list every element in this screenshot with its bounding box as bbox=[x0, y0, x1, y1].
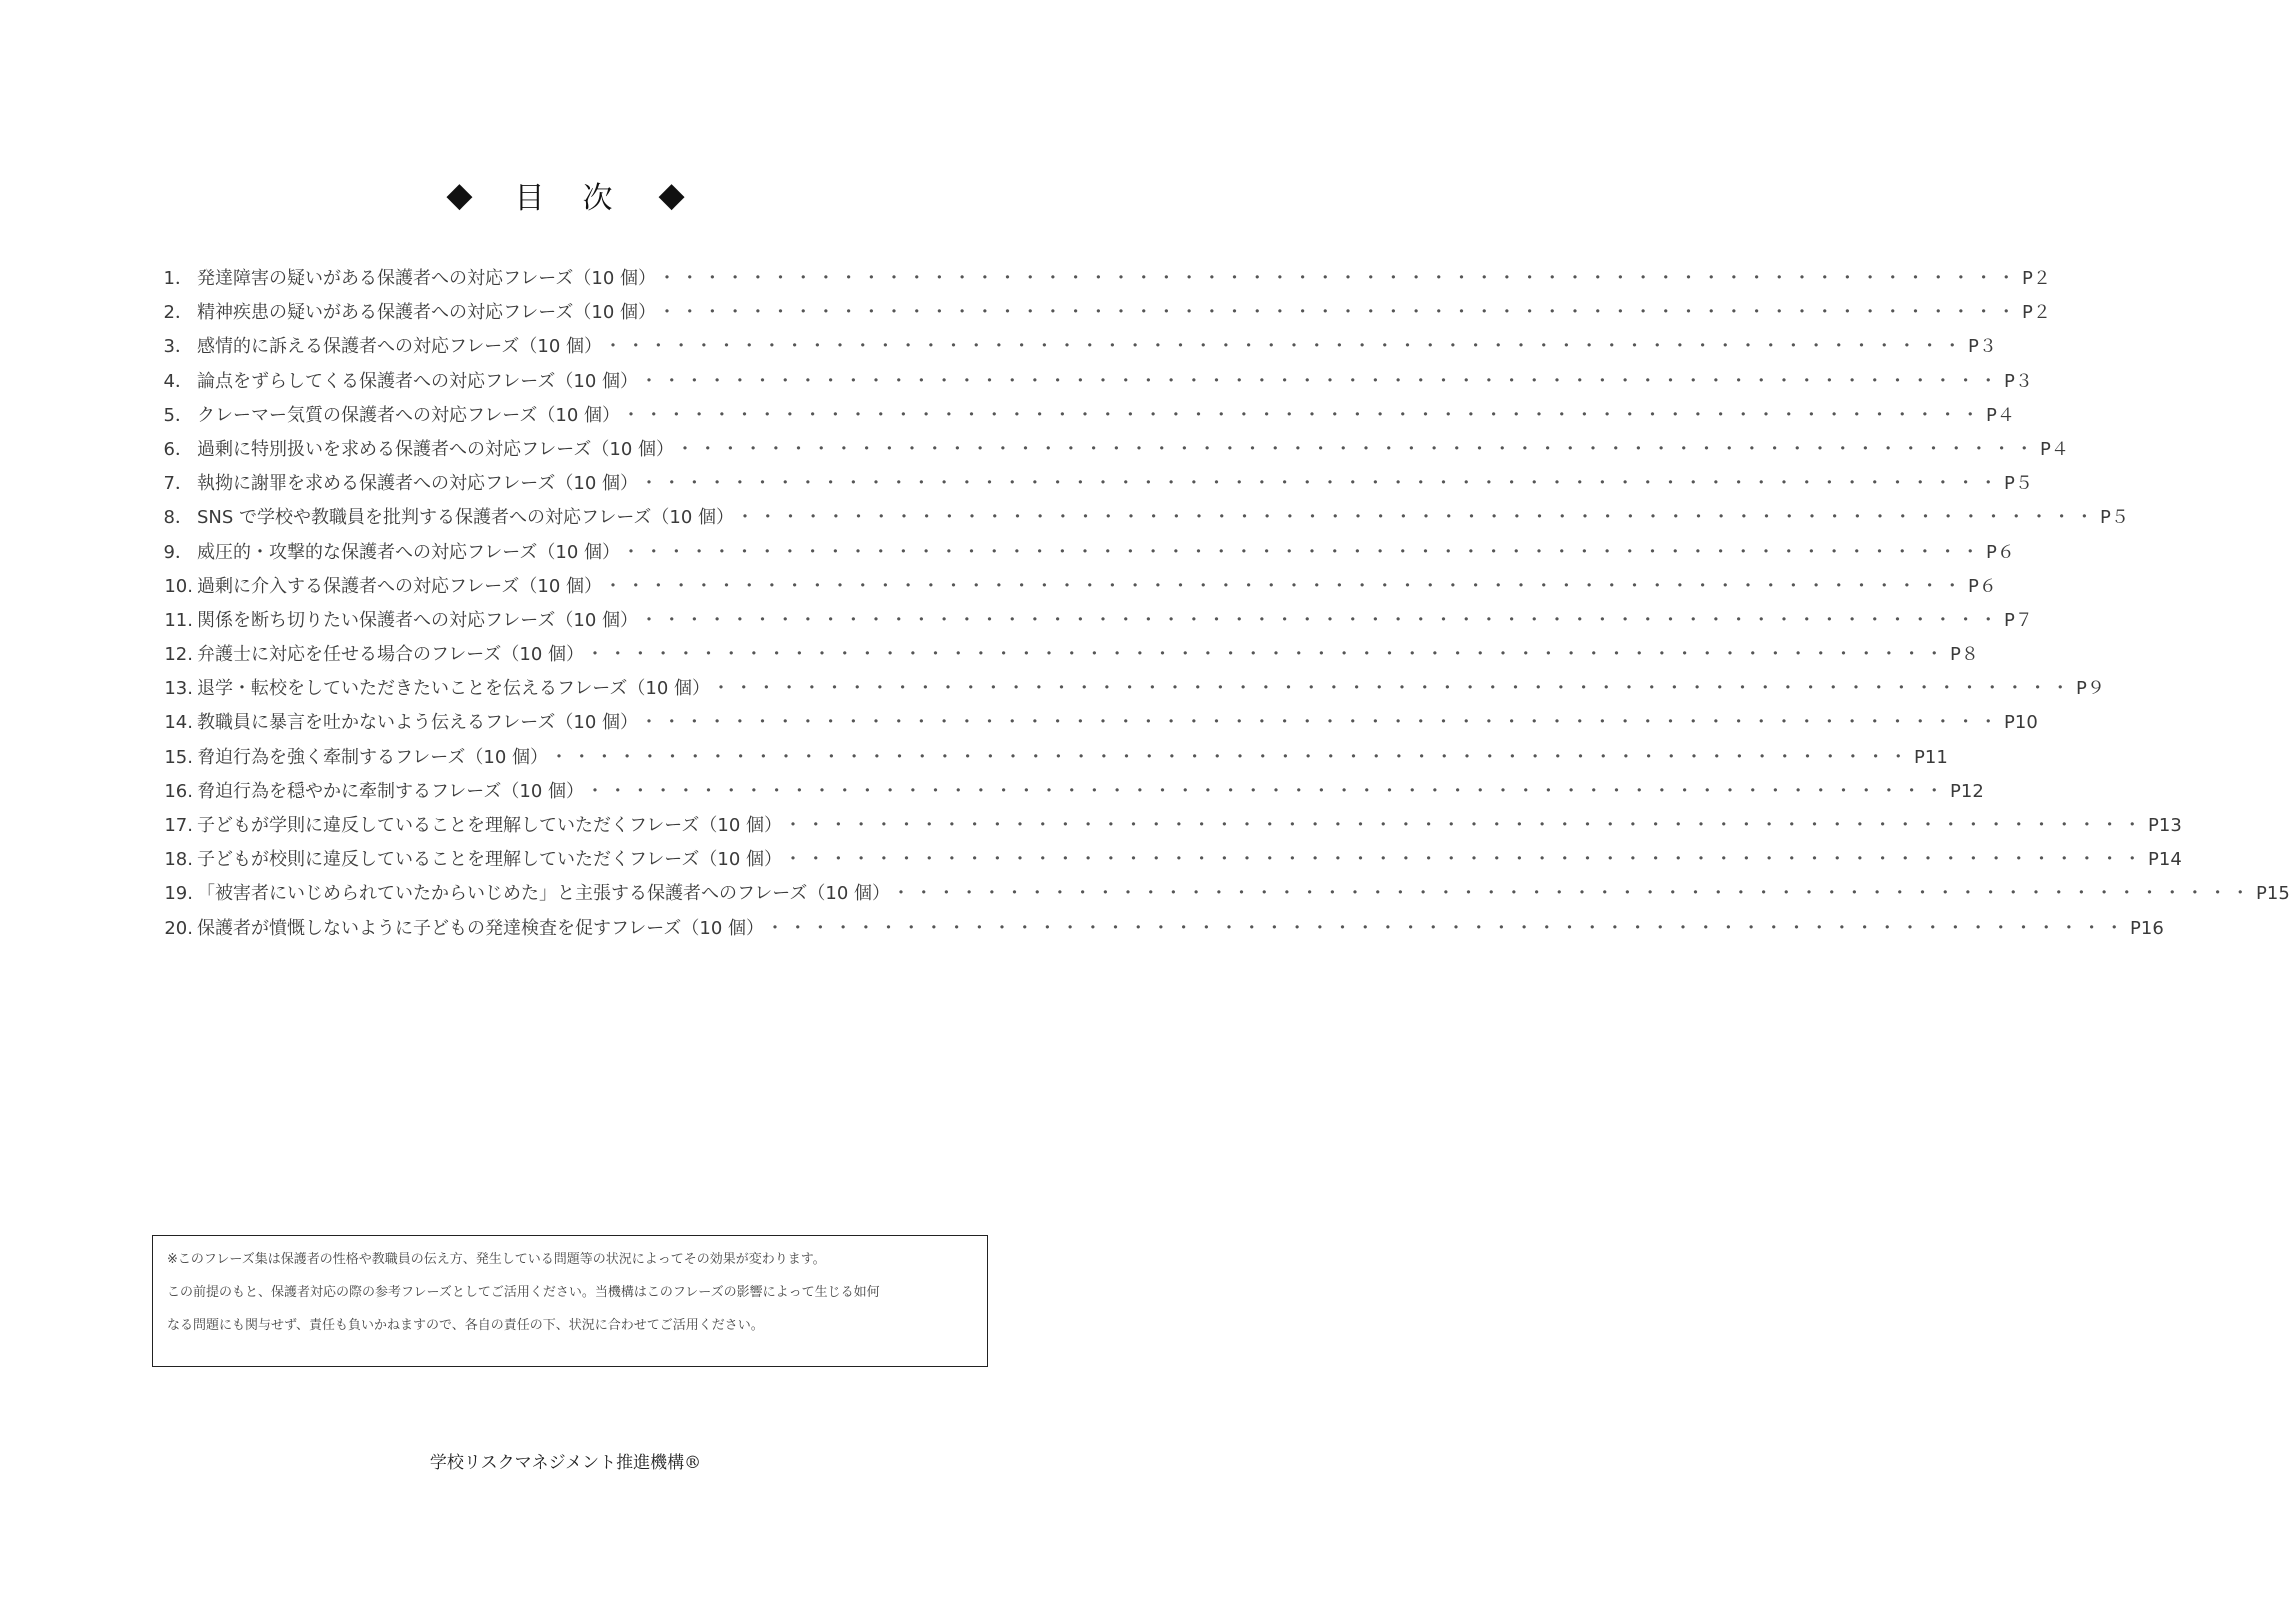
toc-entry-title: 過剰に介入する保護者への対応フレーズ（10 個） bbox=[197, 575, 603, 597]
toc-entry-page: P６ bbox=[1968, 575, 1997, 597]
toc-entry-page: P15 bbox=[2256, 883, 2290, 905]
toc-entry bbox=[157, 811, 2182, 845]
toc-entry-page: P７ bbox=[2004, 609, 2033, 631]
toc-leader-dots: ・・・・・・・・・・・・・・・・・・・・・・・・・・・・・・・・・・・・・・・・・・・・・・・・・・・・・・・・・・・・ bbox=[640, 473, 2003, 495]
toc-entry-title: 関係を断ち切りたい保護者への対応フレーズ（10 個） bbox=[197, 609, 639, 631]
disclaimer-line: この前提のもと、保護者対応の際の参考フレーズとしてご活用ください。当機構はこのフレーズの影響によって生じる如何 bbox=[167, 1285, 880, 1300]
toc-heading bbox=[0, 173, 1131, 217]
toc-entry-page: P３ bbox=[1968, 336, 1997, 358]
toc-leader-dots: ・・・・・・・・・・・・・・・・・・・・・・・・・・・・・・・・・・・・・・・・・・・・・・・・・・・・・・・・・・・・ bbox=[676, 438, 2039, 460]
toc-entry-title: 保護者が憤慨しないように子どもの発達検査を促すフレーズ（10 個） bbox=[197, 917, 765, 939]
toc-entry bbox=[157, 298, 2051, 332]
toc-entry-number: 6． bbox=[163, 438, 193, 460]
toc-leader-dots: ・・・・・・・・・・・・・・・・・・・・・・・・・・・・・・・・・・・・・・・・・・・・・・・・・・・・・・・・・・・・ bbox=[892, 883, 2255, 905]
toc-entry-number: 5． bbox=[163, 404, 193, 426]
toc-entry-page: P10 bbox=[2004, 712, 2038, 734]
toc-entry-title: 脅迫行為を強く牽制するフレーズ（10 個） bbox=[197, 746, 549, 768]
toc-entry-page: P14 bbox=[2148, 849, 2182, 871]
toc-entry bbox=[157, 914, 2164, 948]
toc-leader-dots: ・・・・・・・・・・・・・・・・・・・・・・・・・・・・・・・・・・・・・・・・・・・・・・・・・・・・・・・・・・・・ bbox=[604, 575, 1967, 597]
toc-entry bbox=[157, 264, 2051, 298]
toc-entry-number: 8． bbox=[163, 507, 193, 529]
toc-entry-title: クレーマー気質の保護者への対応フレーズ（10 個） bbox=[197, 404, 621, 426]
disclaimer-line: ※このフレーズ集は保護者の性格や教職員の伝え方、発生している問題等の状況によってその効果が変わります。 bbox=[167, 1252, 826, 1267]
toc-leader-dots: ・・・・・・・・・・・・・・・・・・・・・・・・・・・・・・・・・・・・・・・・・・・・・・・・・・・・・・・・・・・・ bbox=[784, 815, 2147, 836]
toc-entry bbox=[157, 332, 1997, 366]
toc-leader-dots: ・・・・・・・・・・・・・・・・・・・・・・・・・・・・・・・・・・・・・・・・・・・・・・・・・・・・・・・・・・・・ bbox=[622, 541, 1985, 563]
toc-entry-page: P４ bbox=[2040, 438, 2069, 460]
toc-entry-page: P16 bbox=[2130, 917, 2164, 939]
toc-entry bbox=[157, 777, 1984, 811]
toc-entry-title: SNS で学校や教職員を批判する保護者への対応フレーズ（10 個） bbox=[197, 507, 735, 529]
toc-leader-dots: ・・・・・・・・・・・・・・・・・・・・・・・・・・・・・・・・・・・・・・・・・・・・・・・・・・・・・・・・・・・・ bbox=[736, 507, 2099, 529]
toc-entry-page: P８ bbox=[1950, 644, 1979, 666]
toc-entry-title: 精神疾患の疑いがある保護者への対応フレーズ（10 個） bbox=[197, 302, 657, 324]
toc-entry bbox=[157, 401, 2015, 435]
toc-leader-dots: ・・・・・・・・・・・・・・・・・・・・・・・・・・・・・・・・・・・・・・・・・・・・・・・・・・・・・・・・・・・・ bbox=[640, 609, 2003, 631]
toc-entry-page: P２ bbox=[2022, 268, 2051, 289]
toc-leader-dots: ・・・・・・・・・・・・・・・・・・・・・・・・・・・・・・・・・・・・・・・・・・・・・・・・・・・・・・・・・・・・ bbox=[640, 712, 2003, 734]
disclaimer-box bbox=[152, 1235, 988, 1367]
toc-entry-title: 教職員に暴言を吐かないよう伝えるフレーズ（10 個） bbox=[197, 712, 639, 734]
toc-leader-dots: ・・・・・・・・・・・・・・・・・・・・・・・・・・・・・・・・・・・・・・・・・・・・・・・・・・・・・・・・・・・・ bbox=[586, 780, 1949, 802]
toc-entry-title: 威圧的・攻撃的な保護者への対応フレーズ（10 個） bbox=[197, 541, 621, 563]
toc-leader-dots: ・・・・・・・・・・・・・・・・・・・・・・・・・・・・・・・・・・・・・・・・・・・・・・・・・・・・・・・・・・・・ bbox=[784, 849, 2147, 871]
toc-entry-number: 1． bbox=[163, 268, 193, 289]
toc-leader-dots: ・・・・・・・・・・・・・・・・・・・・・・・・・・・・・・・・・・・・・・・・・・・・・・・・・・・・・・・・・・・・ bbox=[550, 746, 1913, 768]
table-of-contents bbox=[157, 264, 2290, 948]
toc-entry-title: 脅迫行為を穏やかに牽制するフレーズ（10 個） bbox=[197, 780, 585, 802]
diamond-icon-right: ◆ bbox=[658, 175, 685, 215]
toc-leader-dots: ・・・・・・・・・・・・・・・・・・・・・・・・・・・・・・・・・・・・・・・・・・・・・・・・・・・・・・・・・・・・ bbox=[604, 336, 1967, 358]
toc-entry-number: 4． bbox=[163, 370, 193, 392]
toc-entry-number: 16. bbox=[164, 780, 193, 802]
toc-entry-number: 12. bbox=[164, 644, 193, 666]
toc-entry-number: 14. bbox=[164, 712, 193, 734]
toc-leader-dots: ・・・・・・・・・・・・・・・・・・・・・・・・・・・・・・・・・・・・・・・・・・・・・・・・・・・・・・・・・・・・ bbox=[658, 302, 2021, 324]
toc-entry-title: 執拗に謝罪を求める保護者への対応フレーズ（10 個） bbox=[197, 473, 639, 495]
toc-entry-page: P４ bbox=[1986, 404, 2015, 426]
toc-entry-page: P６ bbox=[1986, 541, 2015, 563]
page-title: 目 次 bbox=[514, 181, 617, 216]
toc-entry-title: 退学・転校をしていただきたいことを伝えるフレーズ（10 個） bbox=[197, 678, 711, 700]
toc-leader-dots: ・・・・・・・・・・・・・・・・・・・・・・・・・・・・・・・・・・・・・・・・・・・・・・・・・・・・・・・・・・・・ bbox=[586, 644, 1949, 666]
toc-leader-dots: ・・・・・・・・・・・・・・・・・・・・・・・・・・・・・・・・・・・・・・・・・・・・・・・・・・・・・・・・・・・・ bbox=[622, 404, 1985, 426]
toc-entry-title: 子どもが校則に違反していることを理解していただくフレーズ（10 個） bbox=[197, 849, 783, 871]
toc-leader-dots: ・・・・・・・・・・・・・・・・・・・・・・・・・・・・・・・・・・・・・・・・・・・・・・・・・・・・・・・・・・・・ bbox=[712, 678, 2075, 700]
toc-entry-number: 17. bbox=[164, 815, 193, 836]
toc-entry-title: 論点をずらしてくる保護者への対応フレーズ（10 個） bbox=[197, 370, 639, 392]
diamond-icon-left: ◆ bbox=[446, 175, 473, 215]
toc-entry-page: P５ bbox=[2100, 507, 2129, 529]
toc-entry-number: 7． bbox=[163, 473, 193, 495]
toc-entry-number: 19. bbox=[164, 883, 193, 905]
toc-leader-dots: ・・・・・・・・・・・・・・・・・・・・・・・・・・・・・・・・・・・・・・・・・・・・・・・・・・・・・・・・・・・・ bbox=[766, 917, 2129, 939]
toc-entry bbox=[157, 708, 2038, 742]
toc-entry bbox=[157, 743, 1948, 777]
toc-entry-title: 感情的に訴える保護者への対応フレーズ（10 個） bbox=[197, 336, 603, 358]
toc-entry-page: P９ bbox=[2076, 678, 2105, 700]
toc-entry-page: P12 bbox=[1950, 780, 1984, 802]
toc-entry-title: 弁護士に対応を任せる場合のフレーズ（10 個） bbox=[197, 644, 585, 666]
toc-entry bbox=[157, 845, 2182, 879]
toc-entry bbox=[157, 606, 2033, 640]
toc-entry-number: 2． bbox=[163, 302, 193, 324]
toc-entry bbox=[157, 503, 2129, 537]
toc-entry bbox=[157, 640, 1979, 674]
toc-entry-number: 15. bbox=[164, 746, 193, 768]
toc-entry-number: 11. bbox=[164, 609, 193, 631]
toc-entry-number: 10. bbox=[164, 575, 193, 597]
toc-entry bbox=[157, 435, 2069, 469]
toc-entry-page: P２ bbox=[2022, 302, 2051, 324]
toc-entry-number: 9． bbox=[163, 541, 193, 563]
organization-name: 学校リスクマネジメント推進機構® bbox=[429, 1453, 702, 1473]
toc-entry bbox=[157, 572, 1997, 606]
toc-entry-page: P５ bbox=[2004, 473, 2033, 495]
toc-entry-page: P３ bbox=[2004, 370, 2033, 392]
toc-entry-number: 18. bbox=[164, 849, 193, 871]
toc-entry-number: 3． bbox=[163, 336, 193, 358]
disclaimer-line: なる問題にも関与せず、責任も負いかねますので、各自の責任の下、状況に合わせてご活用ください。 bbox=[167, 1318, 764, 1333]
toc-entry bbox=[157, 674, 2105, 708]
toc-entry bbox=[157, 538, 2015, 572]
toc-entry-title: 「被害者にいじめられていたからいじめた」と主張する保護者へのフレーズ（10 個） bbox=[197, 883, 891, 905]
toc-entry bbox=[157, 367, 2033, 401]
toc-entry bbox=[157, 879, 2290, 913]
toc-entry-title: 発達障害の疑いがある保護者への対応フレーズ（10 個） bbox=[197, 268, 657, 289]
toc-entry-number: 20. bbox=[164, 917, 193, 939]
toc-entry-page: P13 bbox=[2148, 815, 2182, 836]
toc-entry-number: 13. bbox=[164, 678, 193, 700]
toc-entry bbox=[157, 469, 2033, 503]
toc-leader-dots: ・・・・・・・・・・・・・・・・・・・・・・・・・・・・・・・・・・・・・・・・・・・・・・・・・・・・・・・・・・・・ bbox=[640, 370, 2003, 392]
toc-entry-title: 子どもが学則に違反していることを理解していただくフレーズ（10 個） bbox=[197, 815, 783, 836]
toc-leader-dots: ・・・・・・・・・・・・・・・・・・・・・・・・・・・・・・・・・・・・・・・・・・・・・・・・・・・・・・・・・・・・ bbox=[658, 268, 2021, 289]
toc-entry-page: P11 bbox=[1914, 746, 1948, 768]
toc-entry-title: 過剰に特別扱いを求める保護者への対応フレーズ（10 個） bbox=[197, 438, 675, 460]
